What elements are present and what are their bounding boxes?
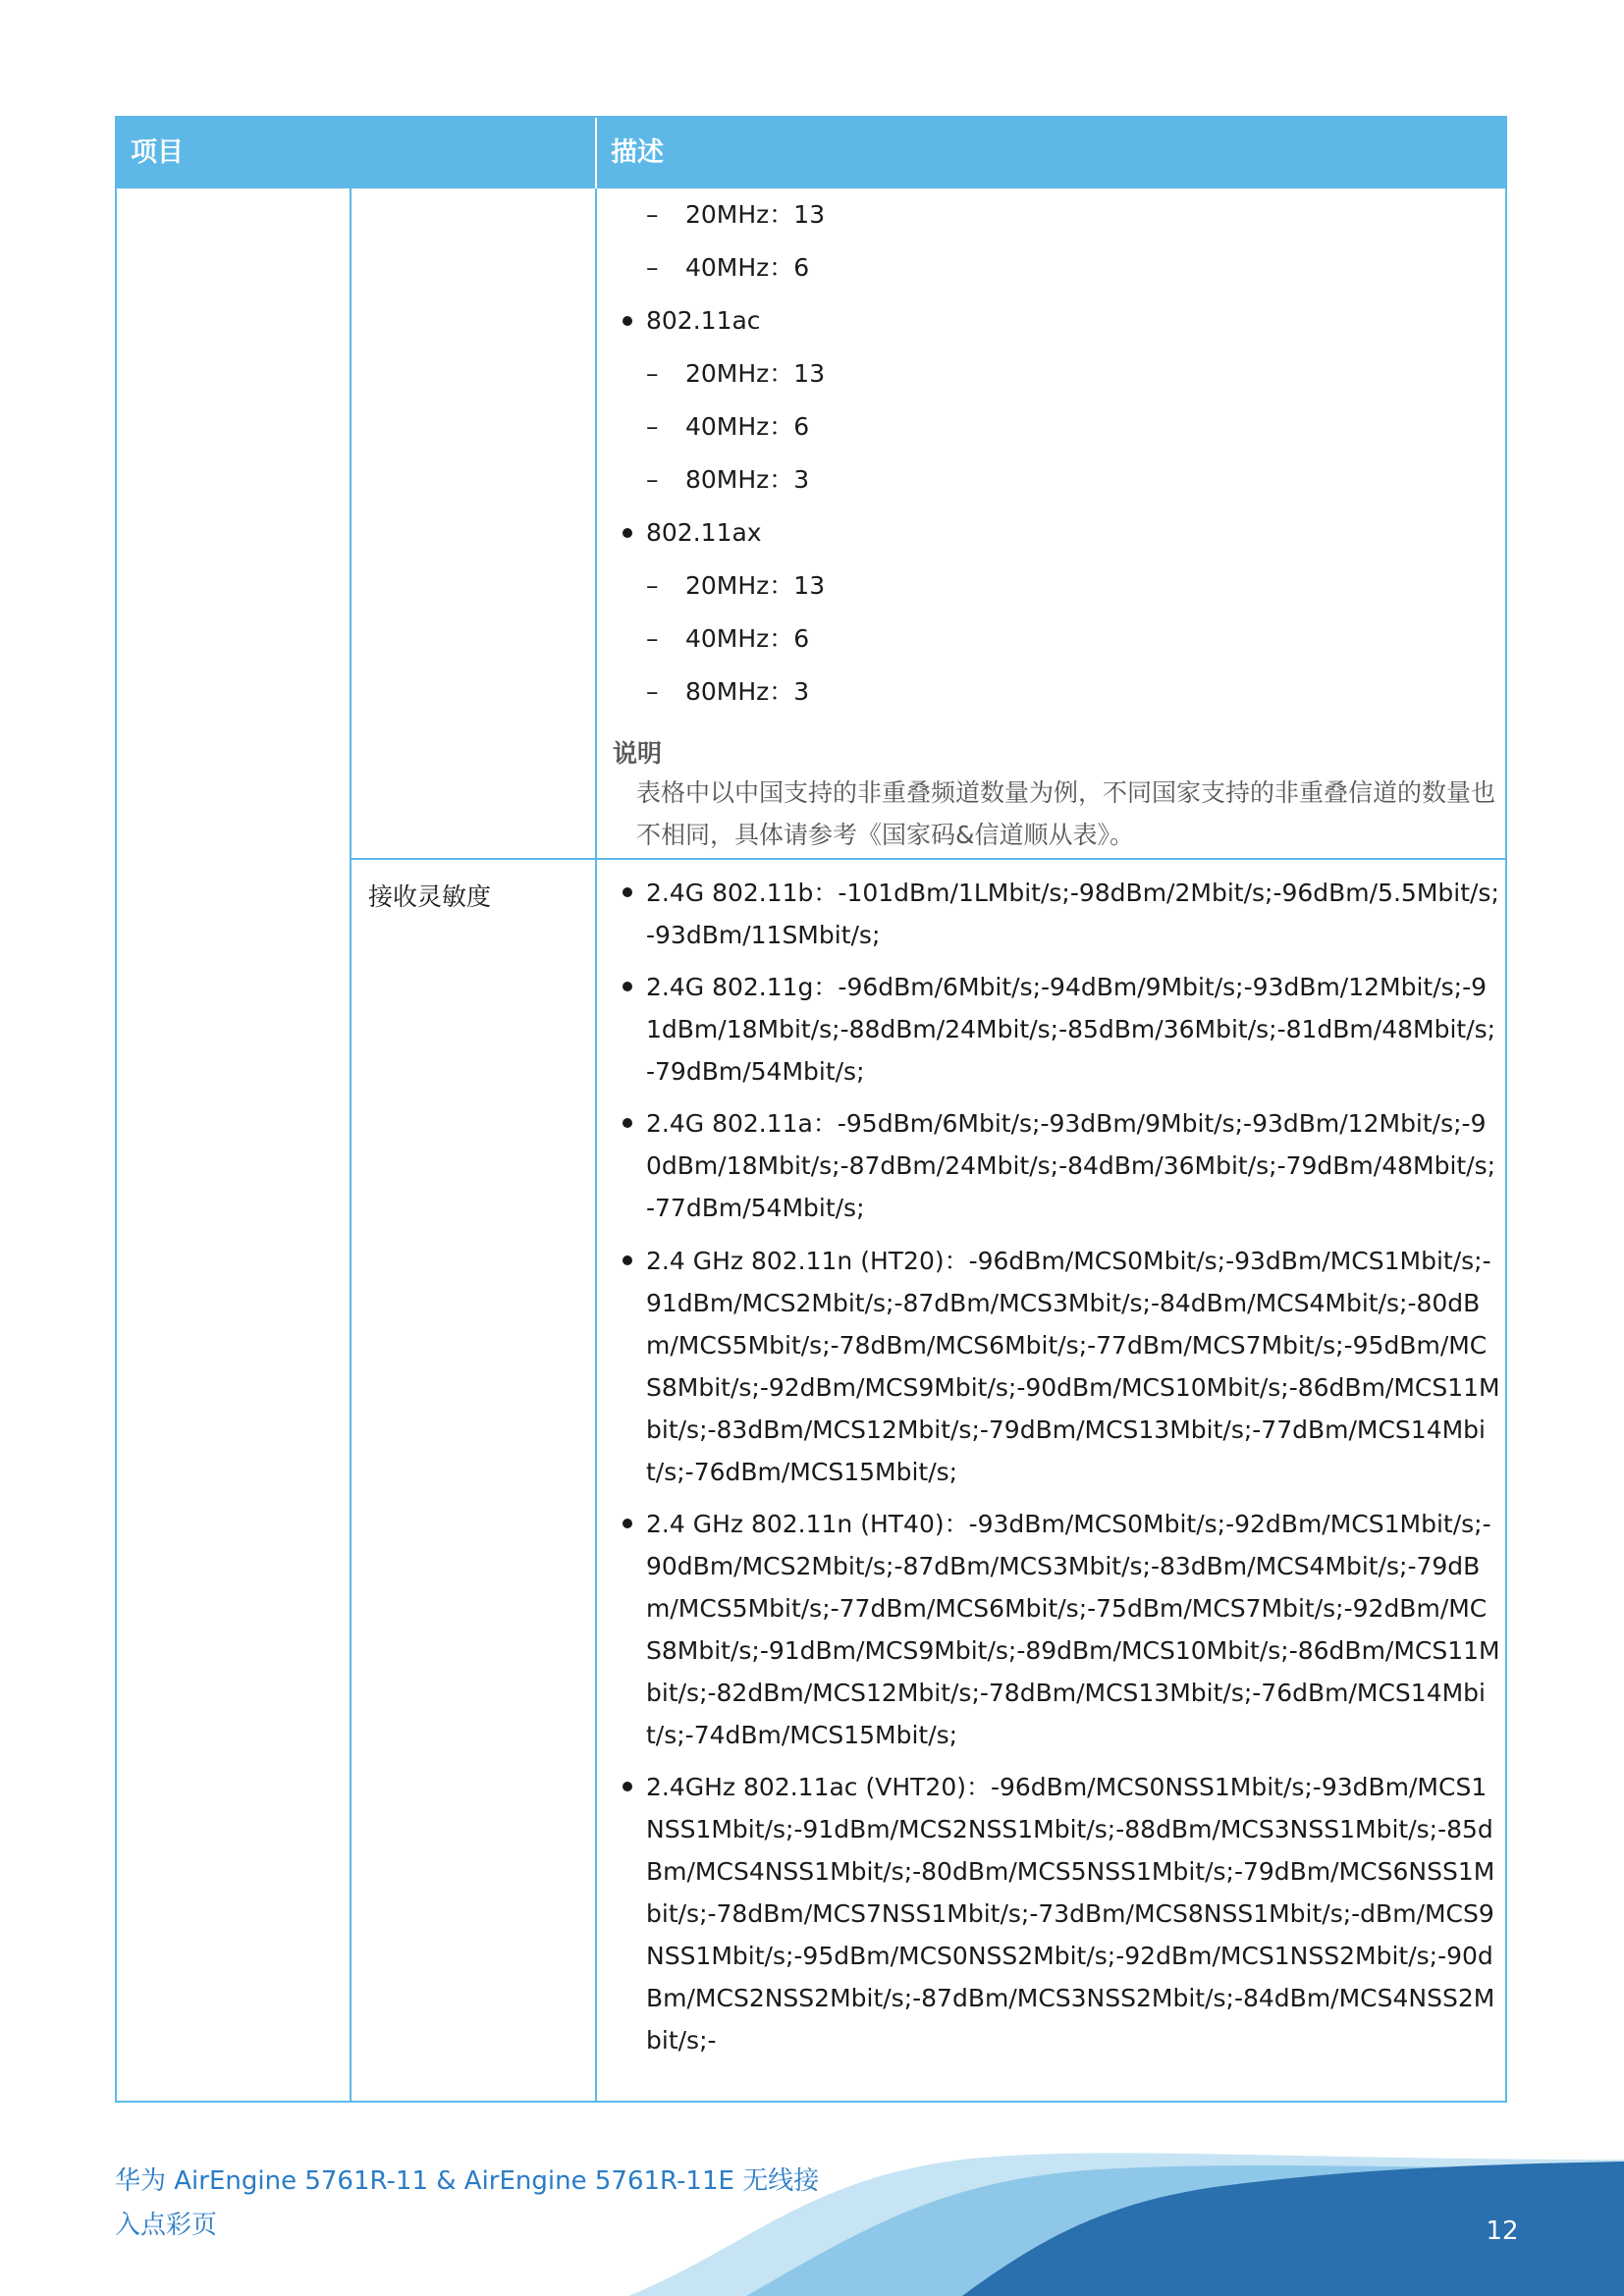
sensitivity-text: 2.4 GHz 802.11n (HT40)：-93dBm/MCS0Mbit/s;-92dBm/MCS1Mbit/s;-90dBm/MCS2Mbit/s;-87dBm/MCS3Mbit/s;-83dBm/MCS4Mbit/s;-79dBm/MCS5Mbit/s;-77dBm/MCS6Mbit/s;-75dBm/MCS7Mbit/s;-92dBm/MCS8Mbit/s;-91dBm/MCS9Mbit/s;-89dBm/MCS10Mbit/s;-86dBm/MCS11Mbit/s;-82dBm/MCS12Mbit/s;-78dBm/MCS13Mbit/s;-76dBm/MCS14Mbit/s;-74dBm/MCS15Mbit/s; bbox=[646, 1510, 1500, 1749]
sub-item bbox=[599, 624, 1483, 654]
bullet-item bbox=[599, 306, 1483, 336]
bullet-dot-icon bbox=[623, 316, 632, 326]
sub-item-text: 80MHz：3 bbox=[685, 677, 810, 706]
sub-item bbox=[599, 677, 1483, 707]
dash-marker: – bbox=[646, 200, 659, 229]
spec-table bbox=[115, 116, 1507, 2103]
col-divider-1 bbox=[350, 188, 352, 2101]
sensitivity-text: 2.4GHz 802.11ac (VHT20)：-96dBm/MCS0NSS1Mbit/s;-93dBm/MCS1NSS1Mbit/s;-91dBm/MCS2NSS1Mbit/s;-88dBm/MCS3NSS1Mbit/s;-85dBm/MCS4NSS1Mbit/s;-80dBm/MCS5NSS1Mbit/s;-79dBm/MCS6NSS1Mbit/s;-78dBm/MCS7NSS1Mbit/s;-73dBm/MCS8NSS1Mbit/s;-dBm/MCS9NSS1Mbit/s;-95dBm/MCS0NSS2Mbit/s;-92dBm/MCS1NSS2Mbit/s;-90dBm/MCS2NSS2Mbit/s;-87dBm/MCS3NSS2Mbit/s;-84dBm/MCS4NSS2Mbit/s;- bbox=[646, 1773, 1495, 2055]
sensitivity-text: 2.4G 802.11b：-101dBm/1LMbit/s;-98dBm/2Mbit/s;-96dBm/5.5Mbit/s;-93dBm/11SMbit/s; bbox=[646, 879, 1499, 949]
note-title: 说明 bbox=[613, 739, 663, 768]
sub-item-text: 40MHz：6 bbox=[685, 412, 810, 441]
bullet-dot-icon bbox=[623, 982, 632, 991]
sub-item bbox=[599, 253, 1483, 283]
sub-item-text: 20MHz：13 bbox=[685, 359, 826, 388]
header-description: 描述 bbox=[611, 137, 664, 168]
bullet-dot-icon bbox=[623, 1255, 632, 1265]
header-item: 项目 bbox=[117, 118, 597, 188]
channel-count-description bbox=[599, 188, 1505, 858]
bullet-dot-icon bbox=[623, 1118, 632, 1128]
dash-marker: – bbox=[646, 412, 659, 441]
footer-doc-title: 华为 AirEngine 5761R-11 & AirEngine 5761R-11E 无线接入点彩页 bbox=[115, 2166, 820, 2240]
sub-item bbox=[599, 200, 1483, 230]
sub-item-text: 20MHz：13 bbox=[685, 571, 826, 600]
dash-marker: – bbox=[646, 359, 659, 388]
sub-item-text: 40MHz：6 bbox=[685, 253, 810, 282]
sub-item bbox=[599, 412, 1483, 442]
dash-marker: – bbox=[646, 465, 659, 494]
sub-item bbox=[599, 465, 1483, 495]
bullet-text: 802.11ac bbox=[646, 306, 761, 335]
sub-item-text: 80MHz：3 bbox=[685, 465, 810, 494]
sensitivity-text: 2.4 GHz 802.11n (HT20)：-96dBm/MCS0Mbit/s;-93dBm/MCS1Mbit/s;-91dBm/MCS2Mbit/s;-87dBm/MCS3Mbit/s;-84dBm/MCS4Mbit/s;-80dBm/MCS5Mbit/s;-78dBm/MCS6Mbit/s;-77dBm/MCS7Mbit/s;-95dBm/MCS8Mbit/s;-92dBm/MCS9Mbit/s;-90dBm/MCS10Mbit/s;-86dBm/MCS11Mbit/s;-83dBm/MCS12Mbit/s;-79dBm/MCS13Mbit/s;-77dBm/MCS14Mbit/s;-76dBm/MCS15Mbit/s; bbox=[646, 1247, 1500, 1486]
sensitivity-text: 2.4G 802.11a：-95dBm/6Mbit/s;-93dBm/9Mbit/s;-93dBm/12Mbit/s;-90dBm/18Mbit/s;-87dBm/24Mbit/s;-84dBm/36Mbit/s;-79dBm/48Mbit/s;-77dBm/54Mbit/s; bbox=[646, 1109, 1496, 1222]
sub-item-text: 20MHz：13 bbox=[685, 200, 826, 229]
dash-marker: – bbox=[646, 624, 659, 653]
col-divider-2 bbox=[595, 188, 597, 2101]
page-number: 12 bbox=[1486, 2216, 1519, 2246]
dash-marker: – bbox=[646, 253, 659, 282]
sub-item bbox=[599, 359, 1483, 389]
dash-marker: – bbox=[646, 571, 659, 600]
sub-item bbox=[599, 571, 1483, 601]
bullet-dot-icon bbox=[623, 1782, 632, 1791]
sensitivity-text: 2.4G 802.11g：-96dBm/6Mbit/s;-94dBm/9Mbit/s;-93dBm/12Mbit/s;-91dBm/18Mbit/s;-88dBm/24Mbit/s;-85dBm/36Mbit/s;-81dBm/48Mbit/s;-79dBm/54Mbit/s; bbox=[646, 973, 1496, 1086]
sensitivity-description bbox=[599, 860, 1505, 2101]
bullet-dot-icon bbox=[623, 887, 632, 897]
bullet-text: 802.11ax bbox=[646, 518, 762, 547]
note-body: 表格中以中国支持的非重叠频道数量为例，不同国家支持的非重叠信道的数量也不相同，具体请参考《国家码&信道顺从表》。 bbox=[636, 778, 1496, 849]
bullet-item bbox=[599, 518, 1483, 548]
dash-marker: – bbox=[646, 677, 659, 706]
bullet-dot-icon bbox=[623, 528, 632, 538]
sensitivity-label: 接收灵敏度 bbox=[368, 882, 492, 911]
table-header bbox=[117, 118, 1505, 188]
bullet-dot-icon bbox=[623, 1519, 632, 1528]
sub-item-text: 40MHz：6 bbox=[685, 624, 810, 653]
